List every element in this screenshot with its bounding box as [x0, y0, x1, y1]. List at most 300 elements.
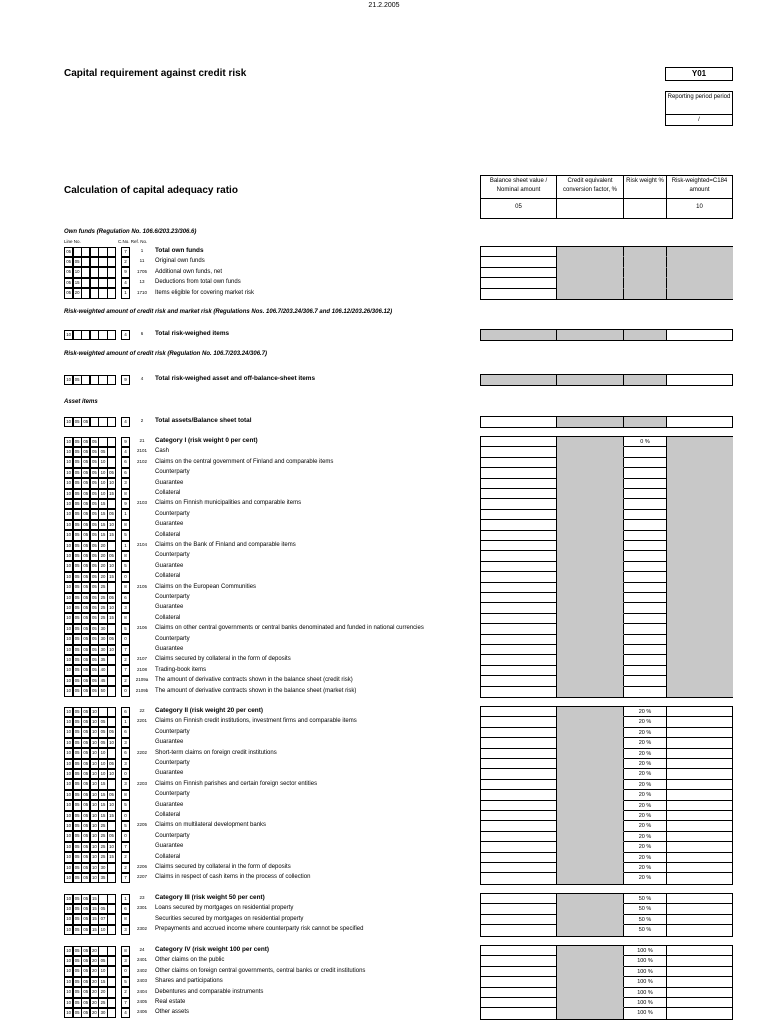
- risk-weight-value: 100 %: [624, 956, 667, 966]
- risk-weight-value: 100 %: [624, 946, 667, 956]
- shaded-cell: [624, 268, 667, 278]
- line-code-box: [107, 582, 116, 593]
- shaded-cell: [667, 247, 733, 257]
- line-code-box: 10: [64, 800, 73, 811]
- line-code-box: 05: [107, 790, 116, 801]
- value-cell[interactable]: [481, 821, 557, 831]
- shaded-cell: [667, 645, 733, 655]
- line-code-box: 05: [73, 873, 82, 884]
- value-cell[interactable]: [667, 811, 733, 821]
- value-cell[interactable]: [667, 925, 733, 935]
- value-cell[interactable]: [481, 468, 557, 478]
- row-label: Counterparty: [155, 510, 190, 517]
- line-code-box: 10: [64, 582, 73, 593]
- line-code-box: 05: [81, 468, 90, 479]
- line-code-box: 05: [81, 1008, 90, 1019]
- value-cell[interactable]: [481, 998, 557, 1008]
- line-code-box: 05: [81, 707, 90, 718]
- line-code-box: 05: [73, 748, 82, 759]
- row-label: Items eligible for covering market risk: [155, 289, 255, 296]
- line-code-box: 05: [81, 541, 90, 552]
- value-cell[interactable]: [667, 749, 733, 759]
- value-cell[interactable]: [667, 728, 733, 738]
- line-code-box: 05: [90, 665, 99, 676]
- value-cell[interactable]: [667, 707, 733, 717]
- check-number: 8: [121, 914, 130, 925]
- line-code-box: 05: [98, 904, 107, 915]
- value-cell[interactable]: [624, 520, 667, 530]
- value-cell[interactable]: [624, 676, 667, 686]
- risk-weight-value: 50 %: [624, 894, 667, 904]
- value-cell[interactable]: [667, 738, 733, 748]
- page-subtitle: Calculation of capital adequacy ratio: [64, 185, 238, 196]
- reference-number: 2109a: [135, 677, 149, 683]
- value-cell[interactable]: [624, 645, 667, 655]
- value-cell[interactable]: [481, 707, 557, 717]
- line-code-box: 15: [98, 520, 107, 531]
- value-cell[interactable]: [667, 417, 733, 427]
- line-code-box: 10: [64, 665, 73, 676]
- value-cell[interactable]: [481, 967, 557, 977]
- line-code-box: [107, 447, 116, 458]
- line-code-box: 05: [81, 561, 90, 572]
- value-cell[interactable]: [481, 904, 557, 914]
- line-code-box: 05: [90, 551, 99, 562]
- line-code-box: 05: [73, 821, 82, 832]
- line-code: [64, 998, 116, 1009]
- risk-weight-value: 100 %: [624, 998, 667, 1008]
- check-number: 5: [121, 800, 130, 811]
- line-code: [64, 278, 116, 289]
- shaded-cell: [667, 257, 733, 267]
- line-code-box: 10: [64, 593, 73, 604]
- line-code-box: 10: [90, 748, 99, 759]
- value-cell[interactable]: [624, 572, 667, 582]
- line-code-box: 05: [81, 717, 90, 728]
- value-cell[interactable]: [667, 904, 733, 914]
- reference-number: 2203: [136, 780, 147, 786]
- line-code-box: 10: [64, 831, 73, 842]
- value-cell[interactable]: [624, 531, 667, 541]
- row-label: Collateral: [155, 531, 181, 538]
- line-code-box: 05: [73, 998, 82, 1009]
- line-code-box: 05: [90, 530, 99, 541]
- line-code: [64, 655, 116, 666]
- line-code-box: 10: [98, 468, 107, 479]
- line-code: [64, 520, 116, 531]
- value-cell[interactable]: [667, 967, 733, 977]
- value-cell[interactable]: [481, 289, 557, 299]
- line-code: [64, 530, 116, 541]
- line-code-box: 05: [90, 509, 99, 520]
- shaded-cell: [667, 278, 733, 288]
- line-code-box: 05: [73, 582, 82, 593]
- value-cell[interactable]: [481, 790, 557, 800]
- reporting-period-box: [665, 91, 733, 126]
- check-number: 6: [121, 468, 130, 479]
- row-label: Cash: [155, 448, 170, 455]
- line-code-box: 20: [90, 966, 99, 977]
- line-code-box: 15: [90, 904, 99, 915]
- line-code-box: 10: [98, 457, 107, 468]
- shaded-cell: [667, 583, 733, 593]
- value-cell[interactable]: [667, 998, 733, 1008]
- value-cell[interactable]: [667, 894, 733, 904]
- shaded-cell: [557, 268, 624, 278]
- value-cell[interactable]: [667, 946, 733, 956]
- line-code-box: 05: [73, 613, 82, 624]
- shaded-cell: [557, 717, 624, 727]
- line-code-box: 10: [64, 759, 73, 770]
- line-code-box: 05: [64, 288, 73, 299]
- line-code: [64, 811, 116, 822]
- value-cell[interactable]: [624, 593, 667, 603]
- line-code-box: 05: [81, 582, 90, 593]
- value-cell[interactable]: [667, 915, 733, 925]
- value-cell[interactable]: [624, 489, 667, 499]
- line-code: [64, 478, 116, 489]
- value-cell[interactable]: [481, 956, 557, 966]
- value-cell[interactable]: [481, 977, 557, 987]
- risk-weight-value: 20 %: [624, 821, 667, 831]
- value-cell[interactable]: [481, 583, 557, 593]
- line-code-box: 10: [90, 863, 99, 874]
- value-cell[interactable]: [667, 717, 733, 727]
- line-code-box: 05: [73, 842, 82, 853]
- row-label: Other claims on foreign central governments, central banks or credit institutions: [155, 967, 366, 974]
- check-number: 3: [121, 779, 130, 790]
- line-code-box: 05: [81, 946, 90, 957]
- line-code: [64, 551, 116, 562]
- value-cell[interactable]: [481, 863, 557, 873]
- value-cell[interactable]: [481, 541, 557, 551]
- value-cell[interactable]: [667, 375, 733, 385]
- line-code-box: 10: [107, 478, 116, 489]
- shaded-cell: [557, 655, 624, 665]
- value-cell[interactable]: [481, 749, 557, 759]
- line-code-box: 05: [107, 831, 116, 842]
- row-label: Securities secured by mortgages on residential property: [155, 915, 304, 922]
- line-code-box: 05: [73, 499, 82, 510]
- value-cell[interactable]: [481, 988, 557, 998]
- risk-weight-value: 20 %: [624, 749, 667, 759]
- line-code-box: 05: [73, 790, 82, 801]
- line-code-box: 10: [107, 645, 116, 656]
- value-cell[interactable]: [667, 790, 733, 800]
- line-code-box: 05: [73, 686, 82, 697]
- line-code-box: 20: [98, 987, 107, 998]
- value-cell[interactable]: [481, 624, 557, 634]
- line-code-box: 15: [90, 894, 99, 905]
- value-cell[interactable]: [667, 759, 733, 769]
- value-cell[interactable]: [624, 635, 667, 645]
- row-label: Total risk-weighed items: [155, 330, 230, 337]
- line-code-box: 15: [98, 530, 107, 541]
- value-cell[interactable]: [667, 977, 733, 987]
- line-code-box: 10: [64, 551, 73, 562]
- value-cell[interactable]: [481, 738, 557, 748]
- line-code-box: 05: [98, 956, 107, 967]
- value-cell[interactable]: [481, 842, 557, 852]
- line-code-box: 05: [73, 417, 82, 428]
- shaded-cell: [557, 904, 624, 914]
- value-cell[interactable]: [667, 863, 733, 873]
- reference-number: 2102: [136, 458, 147, 464]
- risk-weight-value: 20 %: [624, 759, 667, 769]
- value-cell[interactable]: [667, 330, 733, 340]
- value-cell[interactable]: [624, 614, 667, 624]
- check-number: 4: [121, 447, 130, 458]
- line-code-box: 10: [90, 717, 99, 728]
- row-label: Category II (risk weight 20 per cent): [155, 707, 263, 714]
- line-code-box: 05: [73, 925, 82, 936]
- value-cell[interactable]: [624, 499, 667, 509]
- value-cell[interactable]: [481, 489, 557, 499]
- value-cell[interactable]: [481, 447, 557, 457]
- row-label: Claims on the central government of Finland and comparable items: [155, 458, 334, 465]
- value-cell[interactable]: [481, 572, 557, 582]
- value-cell[interactable]: [624, 541, 667, 551]
- value-cell[interactable]: [481, 479, 557, 489]
- line-code: [64, 956, 116, 967]
- reference-number: 1705: [136, 268, 147, 274]
- line-code-box: 25: [98, 582, 107, 593]
- value-cell[interactable]: [624, 655, 667, 665]
- check-number: 0: [121, 769, 130, 780]
- value-cell[interactable]: [481, 873, 557, 883]
- shaded-cell: [557, 894, 624, 904]
- line-code-box: 25: [98, 613, 107, 624]
- line-code-box: [107, 457, 116, 468]
- value-cell[interactable]: [481, 759, 557, 769]
- line-code: [64, 417, 116, 428]
- value-cell[interactable]: [481, 278, 557, 288]
- row-label: Counterparty: [155, 635, 190, 642]
- value-cell[interactable]: [481, 666, 557, 676]
- line-code-box: 15: [98, 499, 107, 510]
- line-code-box: 05: [81, 613, 90, 624]
- value-cell[interactable]: [481, 728, 557, 738]
- line-code-box: 50: [98, 686, 107, 697]
- value-cell[interactable]: [624, 479, 667, 489]
- line-code-box: [107, 925, 116, 936]
- reference-number: 1: [140, 248, 144, 253]
- line-code-box: 05: [81, 417, 90, 428]
- line-code-box: 10: [64, 1008, 73, 1019]
- reference-number: 2107: [136, 656, 147, 662]
- value-cell[interactable]: [624, 624, 667, 634]
- line-code-box: 10: [64, 330, 73, 341]
- line-code-box: 10: [64, 894, 73, 905]
- line-code-box: 10: [64, 790, 73, 801]
- reference-number: 1710: [136, 289, 147, 295]
- shaded-cell: [557, 988, 624, 998]
- reference-number: 6: [140, 331, 144, 336]
- value-cell[interactable]: [624, 687, 667, 697]
- line-code-box: 10: [64, 821, 73, 832]
- reporting-period-label: Reporting period period: [666, 92, 732, 115]
- risk-weight-value: 20 %: [624, 769, 667, 779]
- line-code: [64, 330, 116, 341]
- value-cell[interactable]: [481, 458, 557, 468]
- value-cell[interactable]: [481, 531, 557, 541]
- check-number: 0: [121, 811, 130, 822]
- line-code-box: 25: [98, 593, 107, 604]
- value-cell[interactable]: [481, 247, 557, 257]
- line-code-box: 05: [73, 572, 82, 583]
- value-cell[interactable]: [667, 873, 733, 883]
- value-cell[interactable]: [481, 551, 557, 561]
- value-cell[interactable]: [481, 915, 557, 925]
- shaded-cell: [667, 479, 733, 489]
- value-cell[interactable]: [481, 894, 557, 904]
- cno-ref-header: C.No. Ref. No.: [118, 239, 148, 244]
- value-cell[interactable]: [481, 614, 557, 624]
- line-code-box: 05: [73, 904, 82, 915]
- value-cell[interactable]: [481, 645, 557, 655]
- line-code-box: 05: [90, 561, 99, 572]
- line-code: [64, 904, 116, 915]
- line-code-box: [107, 821, 116, 832]
- line-code-box: 05: [81, 447, 90, 458]
- line-code-box: 25: [98, 852, 107, 863]
- line-code-box: 35: [98, 655, 107, 666]
- section-asset-items: Asset items: [64, 399, 98, 405]
- line-code-box: 35: [98, 873, 107, 884]
- value-cell[interactable]: [481, 717, 557, 727]
- shaded-cell: [557, 832, 624, 842]
- value-cell[interactable]: [481, 510, 557, 520]
- line-code-box: 05: [90, 686, 99, 697]
- check-number: 3: [121, 925, 130, 936]
- value-cell[interactable]: [481, 801, 557, 811]
- value-cell[interactable]: [667, 988, 733, 998]
- value-cell[interactable]: [667, 1008, 733, 1018]
- line-code: [64, 925, 116, 936]
- value-grid: [480, 706, 733, 885]
- value-cell[interactable]: [624, 583, 667, 593]
- value-cell[interactable]: [624, 510, 667, 520]
- value-cell[interactable]: [481, 832, 557, 842]
- value-cell[interactable]: [624, 666, 667, 676]
- value-cell[interactable]: [481, 603, 557, 613]
- check-number: 6: [121, 727, 130, 738]
- value-grid: [480, 329, 733, 341]
- value-cell[interactable]: [624, 562, 667, 572]
- line-code-box: 05: [73, 489, 82, 500]
- value-cell[interactable]: [481, 499, 557, 509]
- value-cell[interactable]: [667, 842, 733, 852]
- value-cell[interactable]: [481, 811, 557, 821]
- check-number: 3: [121, 478, 130, 489]
- line-code-box: 10: [90, 811, 99, 822]
- row-label: Total assets/Balance sheet total: [155, 417, 252, 424]
- value-cell[interactable]: [481, 769, 557, 779]
- value-cell[interactable]: [481, 257, 557, 267]
- value-cell[interactable]: [667, 956, 733, 966]
- risk-weight-value: 50 %: [624, 915, 667, 925]
- value-cell[interactable]: [481, 946, 557, 956]
- row-label: Other claims on the public: [155, 957, 225, 964]
- line-code-box: 10: [64, 613, 73, 624]
- value-cell[interactable]: [624, 458, 667, 468]
- shaded-cell: [624, 278, 667, 288]
- line-code-box: 05: [107, 509, 116, 520]
- value-cell[interactable]: [481, 562, 557, 572]
- check-number: 5: [121, 821, 130, 832]
- value-cell[interactable]: [667, 821, 733, 831]
- value-cell[interactable]: [481, 593, 557, 603]
- value-cell[interactable]: [667, 780, 733, 790]
- shaded-cell: [557, 330, 624, 340]
- line-code-box: 05: [73, 1008, 82, 1019]
- line-code: [64, 966, 116, 977]
- reference-number: 2205: [136, 822, 147, 828]
- check-number: 6: [121, 707, 130, 718]
- line-code-box: 25: [98, 831, 107, 842]
- value-cell[interactable]: [481, 520, 557, 530]
- line-code-box: 05: [73, 478, 82, 489]
- shaded-cell: [557, 541, 624, 551]
- shaded-cell: [667, 541, 733, 551]
- line-code-box: [107, 330, 116, 341]
- line-code: [64, 842, 116, 853]
- line-code-box: 10: [64, 956, 73, 967]
- value-cell[interactable]: [481, 780, 557, 790]
- line-code-box: 05: [81, 686, 90, 697]
- line-code-box: 10: [64, 375, 73, 386]
- shaded-cell: [667, 499, 733, 509]
- value-cell[interactable]: [624, 603, 667, 613]
- value-cell[interactable]: [624, 447, 667, 457]
- check-number: 3: [121, 759, 130, 770]
- shaded-cell: [557, 572, 624, 582]
- reporting-period-field[interactable]: /: [698, 117, 700, 123]
- value-cell[interactable]: [481, 1008, 557, 1018]
- value-cell[interactable]: [481, 268, 557, 278]
- line-code-box: 10: [107, 769, 116, 780]
- reference-number: 2206: [136, 864, 147, 869]
- shaded-cell: [557, 520, 624, 530]
- value-cell[interactable]: [667, 769, 733, 779]
- line-code: [64, 572, 116, 583]
- shaded-cell: [667, 624, 733, 634]
- value-cell[interactable]: [667, 853, 733, 863]
- value-cell[interactable]: [481, 687, 557, 697]
- value-cell[interactable]: [481, 853, 557, 863]
- value-cell[interactable]: [481, 635, 557, 645]
- line-code-box: 05: [90, 603, 99, 614]
- line-code-box: 05: [73, 727, 82, 738]
- shaded-cell: [667, 489, 733, 499]
- value-cell[interactable]: [667, 832, 733, 842]
- value-cell[interactable]: [481, 417, 557, 427]
- line-code-box: 10: [90, 738, 99, 749]
- value-cell[interactable]: [667, 801, 733, 811]
- value-cell[interactable]: [624, 551, 667, 561]
- value-cell[interactable]: [481, 437, 557, 447]
- reference-number: 2301: [136, 905, 147, 911]
- line-code-box: 25: [98, 842, 107, 853]
- value-cell[interactable]: [481, 925, 557, 935]
- line-code-box: 10: [90, 831, 99, 842]
- line-code-box: 05: [73, 863, 82, 874]
- value-cell[interactable]: [481, 676, 557, 686]
- line-code-box: [107, 863, 116, 874]
- check-number: 8: [121, 489, 130, 500]
- value-cell[interactable]: [624, 468, 667, 478]
- value-cell[interactable]: [481, 655, 557, 665]
